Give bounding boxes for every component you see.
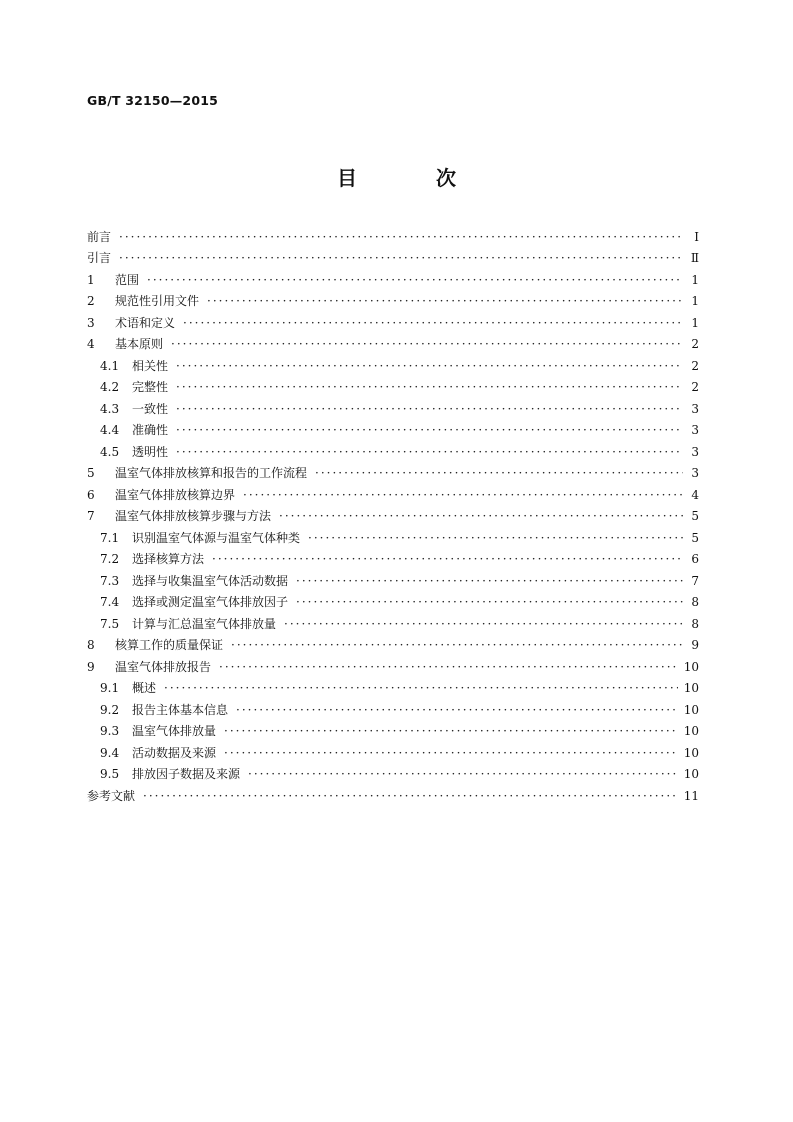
toc-entry-label: 基本原则	[115, 337, 164, 352]
toc-entry-page: 2	[691, 380, 699, 395]
toc-entry-number: 4.1	[100, 358, 120, 373]
toc-entry-label: 计算与汇总温室气体排放量	[132, 616, 277, 631]
toc-entry-page: 8	[691, 616, 699, 631]
toc-entry[interactable]	[87, 312, 699, 334]
toc-entry-number: 1	[87, 272, 95, 287]
dot-leader	[243, 488, 683, 502]
dot-leader	[279, 509, 683, 523]
toc-entry[interactable]	[87, 334, 699, 356]
toc-entry[interactable]	[87, 420, 699, 442]
toc-entry-page: 11	[683, 788, 699, 803]
toc-entry-label: 核算工作的质量保证	[115, 638, 224, 653]
toc-entry-label: 完整性	[132, 380, 169, 395]
toc-entry-number: 4.4	[100, 423, 120, 438]
toc-entry[interactable]	[87, 377, 699, 399]
toc-entry-page: 6	[691, 552, 699, 567]
toc-entry-page: 3	[691, 466, 699, 481]
toc-entry-number: 7.4	[100, 595, 120, 610]
toc-entry[interactable]	[87, 699, 699, 721]
toc-entry-label: 识别温室气体源与温室气体种类	[132, 530, 301, 545]
toc-entry[interactable]	[87, 248, 699, 270]
toc-entry[interactable]	[87, 742, 699, 764]
toc-entry-label: 规范性引用文件	[115, 294, 200, 309]
toc-entry-page: 10	[683, 724, 699, 739]
toc-entry[interactable]	[87, 226, 699, 248]
toc-entry-page: 3	[691, 401, 699, 416]
toc-entry-number: 9.3	[100, 724, 120, 739]
toc-entry-page: 4	[691, 487, 699, 502]
dot-leader	[171, 337, 683, 351]
dot-leader	[119, 251, 683, 265]
dot-leader	[296, 574, 683, 588]
toc-entry-number: 4.5	[100, 444, 120, 459]
dot-leader	[147, 273, 683, 287]
dot-leader	[315, 466, 683, 480]
toc-entry-label: 选择与收集温室气体活动数据	[132, 573, 289, 588]
toc-entry[interactable]	[87, 269, 699, 291]
toc-entry[interactable]	[87, 527, 699, 549]
toc-entry[interactable]	[87, 355, 699, 377]
toc-entry[interactable]	[87, 678, 699, 700]
toc-entry[interactable]	[87, 570, 699, 592]
toc-entry-label: 温室气体排放量	[132, 724, 217, 739]
toc-entry-page: 1	[691, 272, 699, 287]
toc-entry[interactable]	[87, 291, 699, 313]
toc-entry-page: 10	[683, 767, 699, 782]
dot-leader	[176, 359, 683, 373]
dot-leader	[207, 294, 683, 308]
toc-entry-page: 1	[691, 294, 699, 309]
toc-entry[interactable]	[87, 441, 699, 463]
toc-entry-label: 引言	[87, 251, 112, 266]
toc-entry-number: 9	[87, 659, 95, 674]
dot-leader	[176, 402, 683, 416]
dot-leader	[224, 724, 678, 738]
dot-leader	[143, 789, 678, 803]
toc-entry-label: 一致性	[132, 401, 169, 416]
toc-entry-number: 7.3	[100, 573, 120, 588]
toc-entry-number: 7.2	[100, 552, 120, 567]
toc-entry[interactable]	[87, 656, 699, 678]
toc-entry-page: 1	[691, 315, 699, 330]
dot-leader	[119, 230, 683, 244]
toc-entry-number: 7.5	[100, 616, 120, 631]
toc-entry-label: 温室气体排放核算边界	[115, 487, 236, 502]
toc-entry-page: 7	[691, 573, 699, 588]
toc-entry-page: 5	[691, 530, 699, 545]
dot-leader	[284, 617, 683, 631]
toc-entry-number: 4.2	[100, 380, 120, 395]
toc-entry[interactable]	[87, 463, 699, 485]
dot-leader	[248, 767, 678, 781]
toc-entry-number: 9.1	[100, 681, 120, 696]
toc-entry-page: Ⅰ	[694, 229, 699, 244]
toc-entry[interactable]	[87, 398, 699, 420]
toc-entry-label: 排放因子数据及来源	[132, 767, 241, 782]
toc-entry-number: 7	[87, 509, 95, 524]
toc-entry-label: 温室气体排放核算步骤与方法	[115, 509, 272, 524]
toc-entry-page: 2	[691, 337, 699, 352]
toc-entry-label: 范围	[115, 272, 140, 287]
toc-entry-label: 术语和定义	[115, 315, 176, 330]
toc-entry-page: 3	[691, 444, 699, 459]
toc-entry[interactable]	[87, 721, 699, 743]
dot-leader	[219, 660, 678, 674]
toc-entry-number: 4	[87, 337, 95, 352]
dot-leader	[231, 638, 683, 652]
dot-leader	[176, 423, 683, 437]
toc-entry-number: 8	[87, 638, 95, 653]
dot-leader	[176, 380, 683, 394]
dot-leader	[308, 531, 683, 545]
toc-entry-page: 10	[683, 681, 699, 696]
toc-entry-number: 2	[87, 294, 95, 309]
standard-code: GB/T 32150—2015	[87, 93, 219, 108]
toc-entry-label: 透明性	[132, 444, 169, 459]
toc-entry-page: 10	[683, 659, 699, 674]
dot-leader	[296, 595, 683, 609]
dot-leader	[164, 681, 678, 695]
toc-entry-label: 温室气体排放报告	[115, 659, 212, 674]
dot-leader	[236, 703, 678, 717]
dot-leader	[212, 552, 683, 566]
toc-entry-label: 前言	[87, 229, 112, 244]
toc-entry[interactable]	[87, 635, 699, 657]
toc-entry-number: 3	[87, 315, 95, 330]
toc-entry-label: 参考文献	[87, 788, 136, 803]
toc-entry[interactable]	[87, 592, 699, 614]
toc-entry-label: 活动数据及来源	[132, 745, 217, 760]
toc-entry[interactable]	[87, 549, 699, 571]
toc-entry-page: Ⅱ	[690, 251, 699, 266]
table-of-contents	[87, 226, 699, 807]
toc-entry-number: 9.2	[100, 702, 120, 717]
toc-entry-label: 温室气体排放核算和报告的工作流程	[115, 466, 308, 481]
toc-entry-page: 10	[683, 745, 699, 760]
dot-leader	[176, 445, 683, 459]
toc-entry-page: 3	[691, 423, 699, 438]
toc-entry-label: 选择或测定温室气体排放因子	[132, 595, 289, 610]
toc-entry[interactable]	[87, 785, 699, 807]
toc-entry-label: 报告主体基本信息	[132, 702, 229, 717]
page-title: 目 次	[337, 166, 492, 190]
toc-entry-number: 6	[87, 487, 95, 502]
toc-entry-number: 4.3	[100, 401, 120, 416]
toc-entry-page: 9	[691, 638, 699, 653]
toc-entry-label: 相关性	[132, 358, 169, 373]
toc-entry-page: 8	[691, 595, 699, 610]
toc-entry-number: 5	[87, 466, 95, 481]
toc-entry-number: 9.4	[100, 745, 120, 760]
toc-entry-number: 9.5	[100, 767, 120, 782]
toc-entry-label: 选择核算方法	[132, 552, 205, 567]
toc-entry[interactable]	[87, 764, 699, 786]
toc-entry-number: 7.1	[100, 530, 120, 545]
toc-entry-label: 准确性	[132, 423, 169, 438]
toc-entry-label: 概述	[132, 681, 157, 696]
toc-entry[interactable]	[87, 613, 699, 635]
dot-leader	[183, 316, 683, 330]
dot-leader	[224, 746, 678, 760]
toc-entry-page: 10	[683, 702, 699, 717]
toc-entry-page: 5	[691, 509, 699, 524]
toc-entry-page: 2	[691, 358, 699, 373]
toc-entry[interactable]	[87, 484, 699, 506]
toc-entry[interactable]	[87, 506, 699, 528]
